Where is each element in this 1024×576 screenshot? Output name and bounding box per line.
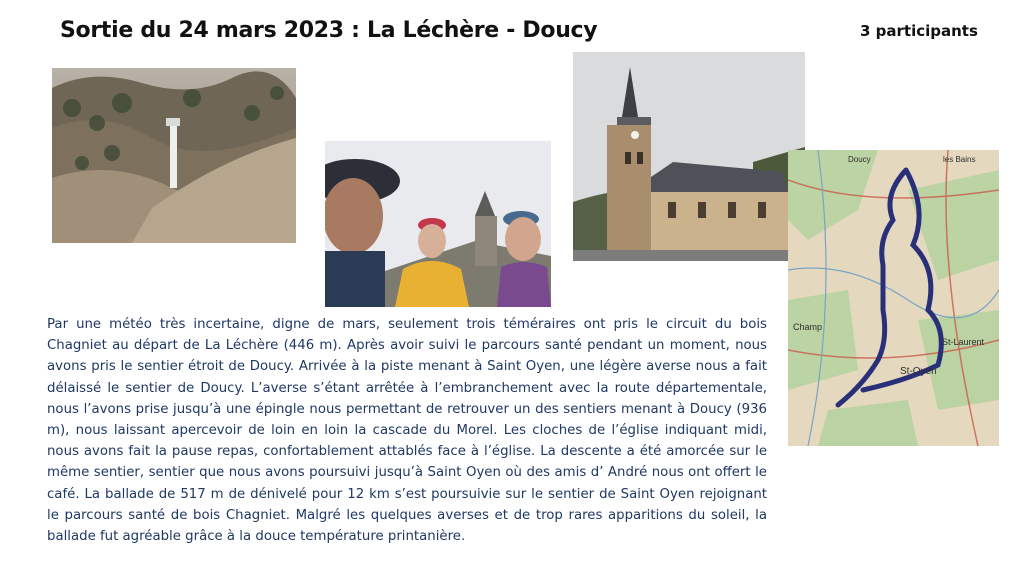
waterfall-photo [52,68,296,243]
route-map [788,150,999,446]
map-label-les-bains: les Bains [943,155,976,164]
map-label-champ: Champ [793,322,823,332]
church-photo [573,52,805,261]
map-label-doucy: Doucy [848,155,871,164]
page-title: Sortie du 24 mars 2023 : La Léchère - Doucy [60,18,598,43]
map-label-st-oyen: St-Oyen [900,366,937,377]
participants-count: 3 participants [860,22,978,40]
trip-description: Par une météo très incertaine, digne de mars, seulement trois téméraires ont pris le circuit du bois Chagniet au départ de La Léchère (446 m). Après avoir suivi le parcours santé pendant un moment, nous avons pris le sentier étroit de Doucy. Arrivée à la piste menant à Saint Oyen, une légère averse nous a fait délaissé le sentier de Doucy. L’averse s’étant arrêtée à l’embranchement avec la route départementale, nous l’avons prise jusqu’à une épingle nous permettant de retrouver un des sentiers menant à Doucy (936 m), nous laissant apercevoir de loin en loin la cascade du Morel. Les cloches de l’église indiquant midi, nous avons fait la pause repas, confortablement attablés face à l’église. La descente a été amorcée sur le même sentier, sentier que nous avons poursuivi jusqu’à Saint Oyen où des amis d’ André nous ont offert le café. La ballade de 517 m de dénivelé pour 12 km s’est poursuivie sur le sentier de Saint Oyen rejoignant le parcours santé de bois Chagniet. Malgré les quelques averses et de trop rares apparitions du soleil, la ballade fut agréable grâce à la douce température printanière. [47,317,767,545]
map-label-st-laurent: St-Laurent [942,337,985,347]
hikers-selfie-photo [325,141,551,307]
